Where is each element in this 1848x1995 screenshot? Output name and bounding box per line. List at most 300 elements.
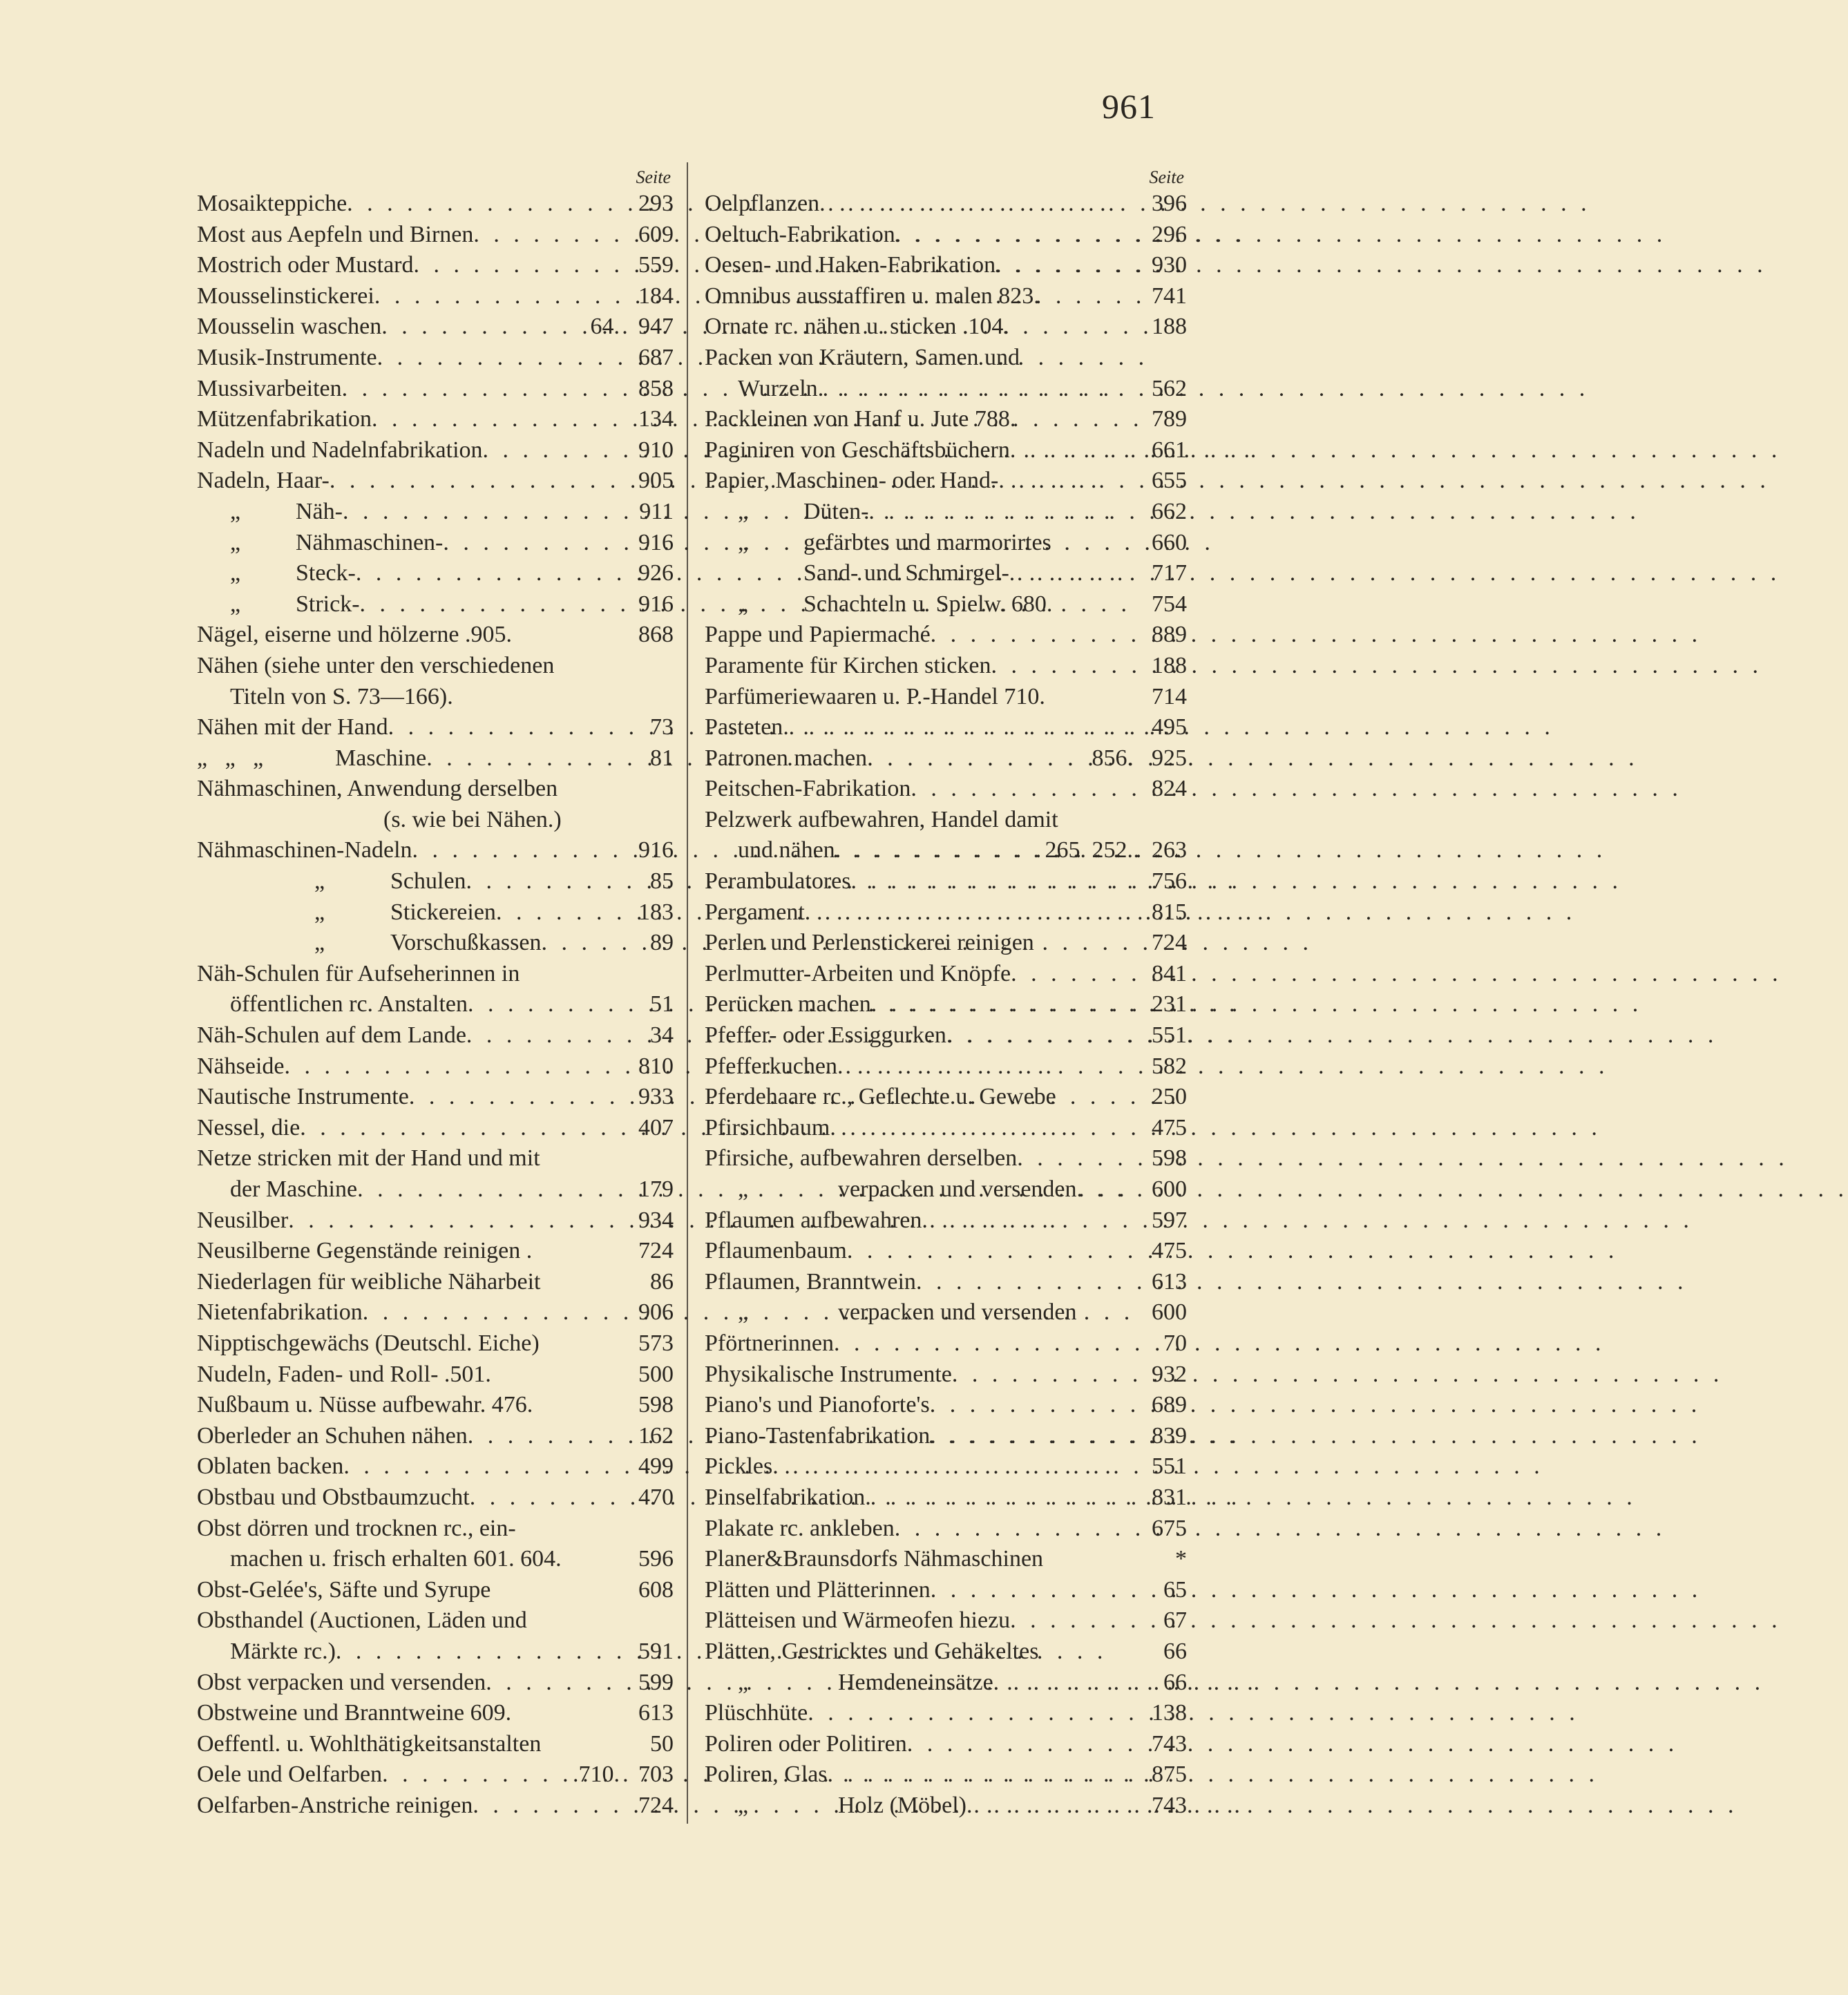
dot-leader bbox=[996, 250, 1139, 281]
index-entry bbox=[197, 1451, 674, 1482]
index-entry bbox=[705, 651, 1187, 682]
dot-leader bbox=[466, 1020, 625, 1051]
entry-label bbox=[197, 712, 388, 743]
entry-text: Schulen bbox=[390, 868, 466, 895]
dot-leader bbox=[540, 1143, 674, 1174]
entry-page: 73 bbox=[650, 714, 674, 741]
entry-label bbox=[705, 497, 868, 528]
ditto-mark: „ „ „ bbox=[197, 745, 264, 771]
entry-text: Omnibus ausstaffiren u. malen 823. bbox=[705, 283, 1040, 309]
dot-leader bbox=[837, 1051, 1139, 1082]
dot-leader bbox=[805, 897, 1139, 928]
entry-label bbox=[197, 343, 377, 374]
index-entry bbox=[705, 1328, 1187, 1359]
dot-leader bbox=[512, 620, 625, 651]
entry-label bbox=[705, 1328, 834, 1359]
ditto-mark: „ bbox=[314, 868, 325, 895]
entry-page: 613 bbox=[1152, 1268, 1187, 1295]
entry-label bbox=[705, 1605, 1010, 1636]
dot-leader bbox=[1010, 435, 1139, 466]
dot-leader bbox=[1009, 312, 1139, 343]
index-entry bbox=[197, 250, 674, 281]
entry-extra-pages: .710. bbox=[573, 1762, 620, 1788]
index-entry bbox=[705, 712, 1187, 743]
entry-text: Nadeln und Nadelnfabrikation bbox=[197, 437, 483, 463]
entry-page: 34 bbox=[650, 1022, 674, 1049]
dot-leader bbox=[466, 866, 625, 897]
index-entry bbox=[705, 1020, 1187, 1051]
entry-page: 932 bbox=[1152, 1361, 1187, 1387]
ditto-mark: „ bbox=[738, 1792, 749, 1818]
dot-leader bbox=[1034, 928, 1139, 959]
entry-page: 600 bbox=[1152, 1299, 1187, 1326]
index-entry bbox=[197, 928, 674, 959]
entry-text: Nähen mit der Hand bbox=[197, 714, 388, 741]
index-entry bbox=[197, 1544, 674, 1575]
entry-text: Nähen (siehe unter den verschiedenen bbox=[197, 652, 555, 678]
index-entry bbox=[705, 189, 1187, 220]
entry-text: Obsthandel (Auctionen, Läden und bbox=[197, 1607, 527, 1634]
entry-label bbox=[705, 1514, 895, 1545]
index-entry bbox=[705, 989, 1187, 1020]
dot-leader bbox=[1045, 682, 1139, 713]
index-entry bbox=[197, 620, 674, 651]
entry-label bbox=[705, 1668, 993, 1699]
entry-page: 947 bbox=[638, 314, 674, 340]
dot-leader bbox=[377, 343, 625, 374]
entry-label bbox=[197, 1482, 470, 1514]
index-entry bbox=[705, 220, 1187, 251]
entry-text: Obstweine und Branntweine 609. bbox=[197, 1700, 512, 1726]
entry-text: Obst verpacken und versenden bbox=[197, 1669, 486, 1695]
entry-label bbox=[705, 250, 996, 281]
entry-text: Oeltuch-Fabrikation bbox=[705, 221, 895, 247]
index-entry bbox=[705, 343, 1187, 374]
entry-page: 675 bbox=[1152, 1515, 1187, 1541]
entry-text: Pasteten bbox=[705, 714, 783, 741]
entry-page: 868 bbox=[638, 622, 674, 648]
entry-page: 67 bbox=[1163, 1607, 1187, 1634]
entry-label bbox=[705, 1236, 847, 1267]
ditto-mark: „ bbox=[314, 899, 325, 925]
entry-page: 51 bbox=[650, 991, 674, 1018]
entry-label bbox=[197, 1451, 343, 1482]
dot-leader bbox=[828, 1759, 1139, 1791]
dot-leader bbox=[347, 189, 625, 220]
dot-leader bbox=[1040, 281, 1139, 312]
entry-label bbox=[197, 374, 342, 405]
index-entry bbox=[197, 989, 674, 1020]
entry-label bbox=[197, 220, 473, 251]
dot-leader bbox=[867, 743, 1092, 774]
dot-leader bbox=[851, 866, 1139, 897]
entry-page: 831 bbox=[1152, 1484, 1187, 1510]
entry-text: Peitschen-Fabrikation bbox=[705, 776, 911, 802]
entry-page: 662 bbox=[1152, 498, 1187, 524]
dot-leader bbox=[931, 620, 1139, 651]
index-entry bbox=[197, 404, 674, 435]
entry-page: 138 bbox=[1152, 1700, 1187, 1726]
entry-page: 407 bbox=[638, 1114, 674, 1140]
entry-label bbox=[705, 281, 1040, 312]
index-entry bbox=[197, 835, 674, 866]
ditto-mark: „ bbox=[230, 560, 241, 586]
entry-text: Holz (Möbel) bbox=[838, 1792, 967, 1818]
dot-leader bbox=[1052, 589, 1139, 620]
dot-leader bbox=[772, 1451, 1139, 1482]
entry-page: 926 bbox=[638, 560, 674, 586]
entry-text: Pfirsichbaum bbox=[705, 1114, 830, 1140]
entry-label bbox=[705, 989, 871, 1020]
entry-page: 86 bbox=[650, 1268, 674, 1295]
entry-label bbox=[705, 220, 895, 251]
entry-page: 916 bbox=[638, 591, 674, 617]
dot-leader bbox=[1058, 805, 1187, 836]
dot-leader bbox=[991, 651, 1139, 682]
index-entry bbox=[197, 959, 674, 990]
index-entry bbox=[197, 682, 674, 713]
dot-leader bbox=[443, 528, 625, 559]
dot-leader bbox=[818, 374, 1139, 405]
entry-page: 183 bbox=[638, 899, 674, 925]
entry-text: Nautische Instrumente bbox=[197, 1084, 409, 1110]
entry-label bbox=[197, 1668, 486, 1699]
entry-page: 475 bbox=[1152, 1238, 1187, 1264]
entry-label bbox=[197, 1514, 516, 1545]
index-entry bbox=[705, 1759, 1187, 1791]
entry-page: 916 bbox=[638, 529, 674, 555]
entry-label bbox=[705, 1791, 966, 1822]
entry-page: 470 bbox=[638, 1484, 674, 1510]
dot-leader bbox=[911, 774, 1139, 805]
entry-text: Plätten und Plätterinnen bbox=[705, 1576, 931, 1603]
entry-text: Paramente für Kirchen sticken bbox=[705, 652, 991, 678]
entry-text: Steck- bbox=[296, 560, 356, 586]
dot-leader bbox=[520, 959, 674, 990]
dot-leader bbox=[871, 989, 1139, 1020]
entry-page: 551 bbox=[1152, 1022, 1187, 1049]
dot-leader bbox=[1056, 1082, 1139, 1113]
entry-label bbox=[197, 1791, 473, 1822]
entry-page: 81 bbox=[650, 745, 674, 771]
index-entry bbox=[197, 497, 674, 528]
index-entry bbox=[705, 1451, 1187, 1482]
index-entry bbox=[197, 589, 674, 620]
entry-page: 188 bbox=[1152, 314, 1187, 340]
index-entry bbox=[197, 1143, 674, 1174]
entry-label bbox=[705, 589, 1052, 620]
entry-text: Piano-Tastenfabrikation bbox=[705, 1422, 931, 1449]
dot-leader bbox=[966, 1791, 1139, 1822]
index-entry bbox=[197, 466, 674, 497]
column-header-seite: Seite bbox=[1149, 167, 1184, 187]
entry-label bbox=[197, 805, 562, 836]
entry-text: Mützenfabrikation bbox=[197, 406, 372, 432]
entry-label bbox=[705, 1759, 828, 1791]
dot-leader bbox=[288, 1205, 625, 1237]
dot-leader bbox=[922, 1205, 1139, 1237]
entry-label bbox=[705, 1421, 930, 1452]
index-entry bbox=[705, 1174, 1187, 1205]
dot-leader bbox=[554, 651, 674, 682]
entry-label bbox=[197, 743, 426, 774]
index-entry bbox=[197, 1636, 674, 1668]
index-entry bbox=[197, 1174, 674, 1205]
entry-label bbox=[705, 1451, 772, 1482]
entry-page: 703 bbox=[638, 1762, 674, 1788]
entry-text: Wurzeln bbox=[738, 375, 818, 401]
entry-page: 906 bbox=[638, 1299, 674, 1326]
entry-text: Nähmaschinen-Nadeln bbox=[197, 837, 412, 863]
entry-label bbox=[705, 1482, 865, 1514]
entry-text: Netze stricken mit der Hand und mit bbox=[197, 1145, 540, 1172]
index-entry bbox=[705, 1113, 1187, 1144]
entry-label bbox=[197, 1575, 490, 1606]
entry-page: 179 bbox=[638, 1176, 674, 1202]
entry-page: 724 bbox=[638, 1238, 674, 1264]
dot-leader bbox=[1038, 1636, 1139, 1668]
index-entry bbox=[705, 805, 1187, 836]
dot-leader bbox=[1011, 959, 1139, 990]
index-entry bbox=[197, 1698, 674, 1729]
entry-label bbox=[705, 189, 819, 220]
entry-page: 495 bbox=[1152, 714, 1187, 741]
index-entry bbox=[705, 1143, 1187, 1174]
entry-text: Näh-Schulen auf dem Lande bbox=[197, 1022, 466, 1049]
entry-label bbox=[197, 897, 496, 928]
index-entry bbox=[197, 1668, 674, 1699]
entry-text: Pflaumen, Branntwein bbox=[705, 1268, 916, 1295]
entry-text: Pinselfabrikation bbox=[705, 1484, 866, 1510]
index-entry bbox=[705, 959, 1187, 990]
entry-text: Sand- und Schmirgel- bbox=[803, 560, 1009, 586]
dot-leader bbox=[1017, 1143, 1139, 1174]
entry-text: Mousselin waschen bbox=[197, 314, 382, 340]
ditto-mark: „ bbox=[738, 1299, 749, 1326]
entry-text: Oblaten backen bbox=[197, 1453, 344, 1480]
index-entry bbox=[197, 1359, 674, 1391]
entry-text: gefärbtes und marmorirtes bbox=[803, 529, 1051, 555]
entry-label bbox=[705, 712, 783, 743]
entry-page: 756 bbox=[1152, 868, 1187, 895]
entry-text: Poliren oder Politiren bbox=[705, 1730, 907, 1757]
entry-label bbox=[197, 1390, 533, 1421]
dot-leader bbox=[895, 220, 1139, 251]
index-entry bbox=[197, 1482, 674, 1514]
ditto-mark: „ bbox=[738, 591, 749, 617]
dot-leader bbox=[473, 1791, 625, 1822]
index-entry bbox=[197, 897, 674, 928]
entry-text: Näh- bbox=[296, 498, 343, 524]
index-entry bbox=[197, 312, 674, 343]
entry-text: Nähmaschinen, Anwendung derselben bbox=[197, 776, 558, 802]
entry-page: 925 bbox=[1152, 745, 1187, 771]
index-entry bbox=[705, 435, 1187, 466]
entry-text: Nadeln, Haar- bbox=[197, 468, 330, 494]
index-entry bbox=[197, 281, 674, 312]
entry-page: 724 bbox=[638, 1792, 674, 1818]
index-entry bbox=[705, 928, 1187, 959]
entry-label bbox=[705, 1544, 1043, 1575]
entry-text: Mosaikteppiche bbox=[197, 191, 347, 216]
index-entry bbox=[197, 1236, 674, 1267]
index-entry bbox=[197, 220, 674, 251]
entry-label bbox=[197, 1205, 288, 1237]
entry-page: 839 bbox=[1152, 1422, 1187, 1449]
entry-label bbox=[197, 928, 541, 959]
index-entry bbox=[197, 651, 674, 682]
index-entry bbox=[197, 558, 674, 589]
entry-text: Mussivarbeiten bbox=[197, 375, 342, 401]
entry-page: 743 bbox=[1152, 1792, 1187, 1818]
entry-label bbox=[197, 558, 356, 589]
index-entry bbox=[705, 312, 1187, 343]
entry-page: 562 bbox=[1152, 375, 1187, 401]
dot-leader bbox=[1010, 1605, 1139, 1636]
index-entry bbox=[197, 1082, 674, 1113]
page-number: 961 bbox=[1102, 87, 1156, 126]
entry-text: Piano's und Pianoforte's bbox=[705, 1392, 930, 1418]
dot-leader bbox=[541, 928, 625, 959]
entry-label bbox=[197, 589, 360, 620]
index-entry bbox=[705, 1668, 1187, 1699]
entry-text: Obstbau und Obstbaumzucht bbox=[197, 1484, 470, 1510]
dot-leader bbox=[382, 1759, 573, 1791]
index-entry bbox=[197, 712, 674, 743]
entry-text: Perücken machen bbox=[705, 991, 871, 1018]
entry-text: Mousselinstickerei bbox=[197, 283, 374, 309]
entry-label bbox=[705, 312, 1009, 343]
entry-text: machen u. frisch erhalten 601. 604. bbox=[230, 1546, 562, 1572]
dot-leader bbox=[1009, 558, 1139, 589]
entry-label bbox=[705, 1390, 930, 1421]
entry-page: 597 bbox=[1152, 1207, 1187, 1233]
entry-label bbox=[705, 374, 818, 405]
dot-leader bbox=[381, 312, 590, 343]
entry-page: 598 bbox=[1152, 1145, 1187, 1172]
entry-page: 573 bbox=[638, 1330, 674, 1356]
dot-leader bbox=[532, 1236, 625, 1267]
dot-leader bbox=[916, 1267, 1139, 1298]
dot-leader bbox=[993, 1668, 1139, 1699]
ditto-mark: „ bbox=[738, 529, 749, 555]
entry-text: Nähseide bbox=[197, 1053, 285, 1079]
dot-leader bbox=[388, 712, 625, 743]
index-entry bbox=[705, 1205, 1187, 1237]
entry-text: Pferdehaare rc., Geflechte u. Gewebe bbox=[705, 1084, 1056, 1110]
index-column-left bbox=[197, 166, 674, 1821]
entry-text: Neusilberne Gegenstände reinigen . bbox=[197, 1238, 533, 1264]
entry-text: Musik-Instrumente bbox=[197, 344, 377, 370]
index-entry bbox=[197, 805, 674, 836]
entry-text: Ornate rc. nähen u. sticken .104. bbox=[705, 314, 1009, 340]
entry-page: 582 bbox=[1152, 1053, 1187, 1079]
entry-text: Oelfarben-Anstriche reinigen bbox=[197, 1792, 473, 1818]
index-entry bbox=[197, 1729, 674, 1760]
entry-page: 250 bbox=[1152, 1084, 1187, 1110]
entry-label bbox=[197, 250, 414, 281]
entry-label bbox=[197, 1544, 562, 1575]
dot-leader bbox=[558, 774, 674, 805]
entry-text: Pappe und Papiermaché bbox=[705, 622, 931, 648]
entry-text: Näh-Schulen für Aufseherinnen in bbox=[197, 960, 520, 986]
index-entry bbox=[705, 1082, 1187, 1113]
index-entry bbox=[197, 1575, 674, 1606]
entry-label bbox=[705, 343, 1020, 374]
entry-text: Düten- bbox=[803, 498, 869, 524]
ditto-mark: „ bbox=[230, 591, 241, 617]
entry-text: Paginiren von Geschäftsbüchern bbox=[705, 437, 1010, 463]
entry-text: Planer&Braunsdorfs Nähmaschinen bbox=[705, 1546, 1044, 1572]
index-entry bbox=[705, 1791, 1187, 1822]
entry-extra-pages: 64. bbox=[590, 314, 620, 340]
index-entry bbox=[197, 1113, 674, 1144]
entry-label bbox=[197, 281, 374, 312]
entry-text: verpacken und versenden bbox=[838, 1299, 1077, 1326]
index-entry bbox=[705, 281, 1187, 312]
index-entry bbox=[705, 682, 1187, 713]
entry-text: Pförtnerinnen bbox=[705, 1330, 834, 1356]
entry-page: 591 bbox=[638, 1638, 674, 1664]
index-entry bbox=[197, 774, 674, 805]
entry-text: Strick- bbox=[296, 591, 360, 617]
index-column-right bbox=[705, 166, 1187, 1821]
entry-label bbox=[197, 651, 554, 682]
entry-text: verpacken und versenden bbox=[838, 1176, 1077, 1202]
dot-leader bbox=[1020, 343, 1187, 374]
index-entry bbox=[705, 466, 1187, 497]
entry-text: Nessel, die bbox=[197, 1114, 301, 1140]
index-entry bbox=[197, 1605, 674, 1636]
entry-text: Titeln von S. 73—166). bbox=[230, 683, 453, 709]
entry-label bbox=[197, 1236, 532, 1267]
entry-page: 50 bbox=[650, 1730, 674, 1757]
entry-label bbox=[197, 1421, 468, 1452]
index-entry bbox=[705, 1051, 1187, 1082]
entry-text: Pflaumen aufbewahren bbox=[705, 1207, 922, 1233]
dot-leader bbox=[562, 1544, 625, 1575]
entry-label bbox=[705, 1020, 946, 1051]
dot-leader bbox=[363, 1297, 625, 1328]
entry-label bbox=[197, 1051, 285, 1082]
index-entry bbox=[705, 1236, 1187, 1267]
dot-leader bbox=[540, 1328, 625, 1359]
dot-leader bbox=[468, 989, 625, 1020]
dot-leader bbox=[1043, 1544, 1139, 1575]
entry-page: 687 bbox=[638, 344, 674, 370]
entry-page: 89 bbox=[650, 930, 674, 956]
entry-page: 85 bbox=[650, 868, 674, 895]
dot-leader bbox=[946, 1020, 1139, 1051]
entry-page: 608 bbox=[638, 1576, 674, 1603]
entry-text: Niederlagen für weibliche Näharbeit bbox=[197, 1268, 541, 1295]
entry-page: 661 bbox=[1152, 437, 1187, 463]
ditto-mark: „ bbox=[738, 498, 749, 524]
column-header-seite: Seite bbox=[636, 167, 671, 187]
entry-text: Pfeffer- oder Essiggurken bbox=[705, 1022, 946, 1049]
dot-leader bbox=[360, 589, 625, 620]
entry-label bbox=[197, 959, 520, 990]
entry-page: 600 bbox=[1152, 1176, 1187, 1202]
entry-label bbox=[197, 835, 412, 866]
entry-page: 824 bbox=[1152, 776, 1187, 802]
dot-leader bbox=[541, 1729, 625, 1760]
entry-page: 655 bbox=[1152, 468, 1187, 494]
entry-page: 65 bbox=[1163, 1576, 1187, 1603]
entry-page: 293 bbox=[638, 191, 674, 216]
index-entry bbox=[197, 1514, 674, 1545]
index-entry bbox=[705, 1514, 1187, 1545]
